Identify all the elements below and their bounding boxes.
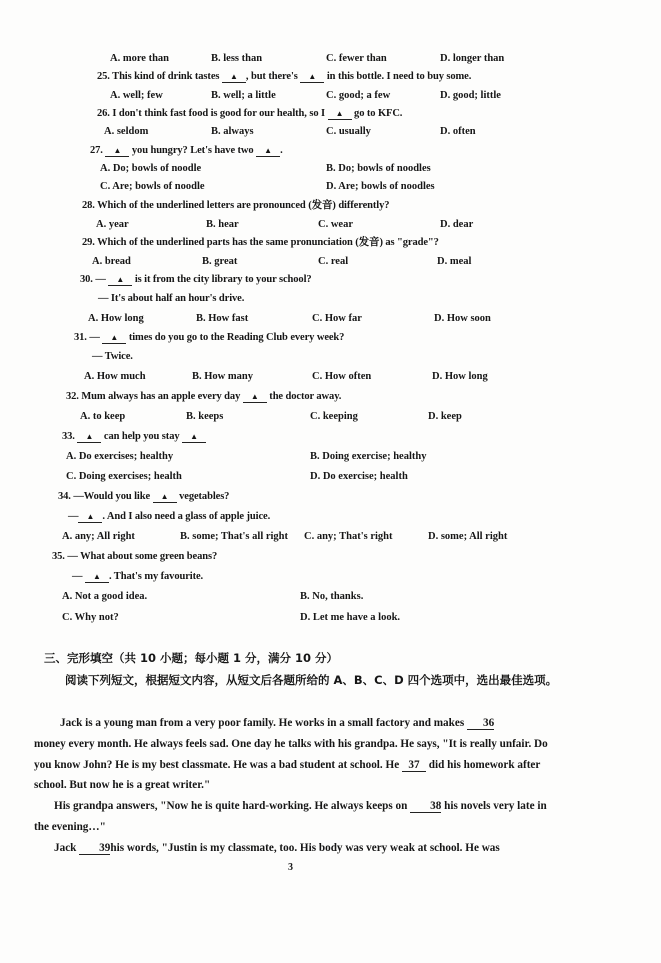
q30-option-c: C. How far: [312, 313, 362, 324]
answer-blank: ▲: [78, 511, 102, 523]
q24-option-a: A. more than: [110, 53, 170, 64]
q30-option-a: A. How long: [88, 313, 144, 324]
q25-stem: 25. This kind of drink tastes ▲ , but there's ▲ in this bottle. I need to buy some.: [97, 71, 472, 82]
answer-blank: ▲: [85, 571, 109, 583]
q35-option-c: C. Why not?: [62, 612, 119, 623]
answer-blank: ▲: [222, 71, 246, 83]
q31-option-d: D. How long: [432, 371, 488, 382]
answer-blank: ▲: [243, 391, 267, 403]
q34-option-a: A. any; All right: [62, 531, 135, 542]
q26-option-d: D. often: [440, 126, 476, 137]
q32-stem: 32. Mum always has an apple every day ▲ the doctor away.: [66, 391, 342, 402]
q32-option-c: C. keeping: [310, 411, 358, 422]
q24-option-b: B. less than: [211, 53, 263, 64]
q32-option-a: A. to keep: [80, 411, 126, 422]
q30-stem: 30. — ▲ is it from the city library to your school?: [80, 274, 312, 285]
answer-blank: ▲: [300, 71, 324, 83]
answer-blank-38: 38: [410, 801, 441, 813]
q24-option-c: C. fewer than: [326, 53, 387, 64]
passage-paragraph-2: His grandpa answers, "Now he is quite hard-working. He always keeps on 38 his novels very late in the evening…": [34, 800, 547, 833]
passage-paragraph-3: Jack 39his words, "Justin is my classmate, too. His body was very weak at school. He was: [54, 842, 500, 854]
q34-option-c: C. any; That's right: [304, 531, 393, 542]
answer-blank: ▲: [105, 145, 129, 157]
q29-option-c: C. real: [318, 256, 349, 267]
q33-option-d: D. Do exercise; health: [310, 471, 408, 482]
q25-option-c: C. good; a few: [326, 90, 391, 101]
q31-option-c: C. How often: [312, 371, 372, 382]
q25-option-b: B. well; a little: [211, 90, 276, 101]
q33-option-c: C. Doing exercises; health: [66, 471, 182, 482]
q31-option-b: B. How many: [192, 371, 253, 382]
q31-reply: — Twice.: [92, 351, 133, 362]
q30-option-d: D. How soon: [434, 313, 491, 324]
q27-stem: 27. ▲ you hungry? Let's have two ▲ .: [90, 145, 283, 156]
q34-reply: — ▲ . And I also need a glass of apple juice.: [68, 511, 271, 522]
q33-option-b: B. Doing exercise; healthy: [310, 451, 427, 462]
q26-option-c: C. usually: [326, 126, 371, 137]
q35-stem: 35. — What about some green beans?: [52, 551, 218, 562]
q26-stem: 26. I don't think fast food is good for our health, so I ▲ go to KFC.: [97, 108, 403, 119]
answer-blank: ▲: [256, 145, 280, 157]
q25-option-d: D. good; little: [440, 90, 501, 101]
answer-blank-36: 36: [467, 718, 494, 730]
answer-blank: ▲: [153, 491, 177, 503]
q28-option-a: A. year: [96, 219, 129, 230]
q27-option-a: A. Do; bowls of noodle: [100, 163, 202, 174]
answer-blank: ▲: [77, 431, 101, 443]
q31-option-a: A. How much: [84, 371, 146, 382]
q32-option-d: D. keep: [428, 411, 462, 422]
section-instruction: 阅读下列短文，根据短文内容，从短文后各题所给的 A、B、C、D 四个选项中，选出最佳选项。: [65, 673, 558, 687]
passage-paragraph-1: money every month. He always feels sad. One day he talks with his grandpa. He says, "It is really unfair. Do you know John? He is my best classmate. He was a bad student at school. He 37 did his homework after school. But now he is a great writer.": [34, 738, 548, 792]
q29-option-b: B. great: [202, 256, 238, 267]
q34-option-b: B. some; That's all right: [180, 531, 289, 542]
answer-blank-39: 39: [79, 843, 110, 855]
q35-option-b: B. No, thanks.: [300, 591, 364, 602]
q30-reply: — It's about half an hour's drive.: [98, 293, 245, 304]
q27-option-d: D. Are; bowls of noodles: [326, 181, 435, 192]
q28-option-c: C. wear: [318, 219, 353, 230]
q27-option-c: C. Are; bowls of noodle: [100, 181, 205, 192]
q26-option-b: B. always: [211, 126, 254, 137]
page-number: 3: [288, 862, 293, 873]
q29-option-d: D. meal: [437, 256, 472, 267]
answer-blank: ▲: [182, 431, 206, 443]
q33-option-a: A. Do exercises; healthy: [66, 451, 174, 462]
passage-line-1: Jack is a young man from a very poor family. He works in a small factory and makes 36: [60, 717, 495, 729]
q30-option-b: B. How fast: [196, 313, 249, 324]
q29-stem: 29. Which of the underlined parts has the same pronunciation (发音) as "grade"?: [82, 237, 439, 248]
q34-stem: 34. —Would you like ▲ vegetables?: [58, 491, 230, 502]
q29-option-a: A. bread: [92, 256, 131, 267]
q33-stem: 33. ▲ can help you stay ▲: [62, 430, 206, 444]
q28-stem: 28. Which of the underlined letters are pronounced (发音) differently?: [82, 200, 390, 211]
answer-blank: ▲: [102, 332, 126, 344]
q25-option-a: A. well; few: [110, 90, 163, 101]
q28-option-b: B. hear: [206, 219, 239, 230]
q31-stem: 31. — ▲ times do you go to the Reading Club every week?: [74, 332, 345, 343]
q32-option-b: B. keeps: [186, 411, 224, 422]
q35-option-a: A. Not a good idea.: [62, 591, 148, 602]
answer-blank-37: 37: [402, 760, 426, 772]
section-title: 三、完形填空（共 10 小题；每小题 1 分，满分 10 分）: [44, 651, 339, 665]
q35-reply: — ▲ . That's my favourite.: [72, 571, 204, 582]
q28-option-d: D. dear: [440, 219, 474, 230]
answer-blank: ▲: [328, 108, 352, 120]
q27-option-b: B. Do; bowls of noodles: [326, 163, 431, 174]
q24-option-d: D. longer than: [440, 53, 505, 64]
q35-option-d: D. Let me have a look.: [300, 612, 401, 623]
answer-blank: ▲: [108, 274, 132, 286]
q34-option-d: D. some; All right: [428, 531, 508, 542]
q26-option-a: A. seldom: [104, 126, 149, 137]
